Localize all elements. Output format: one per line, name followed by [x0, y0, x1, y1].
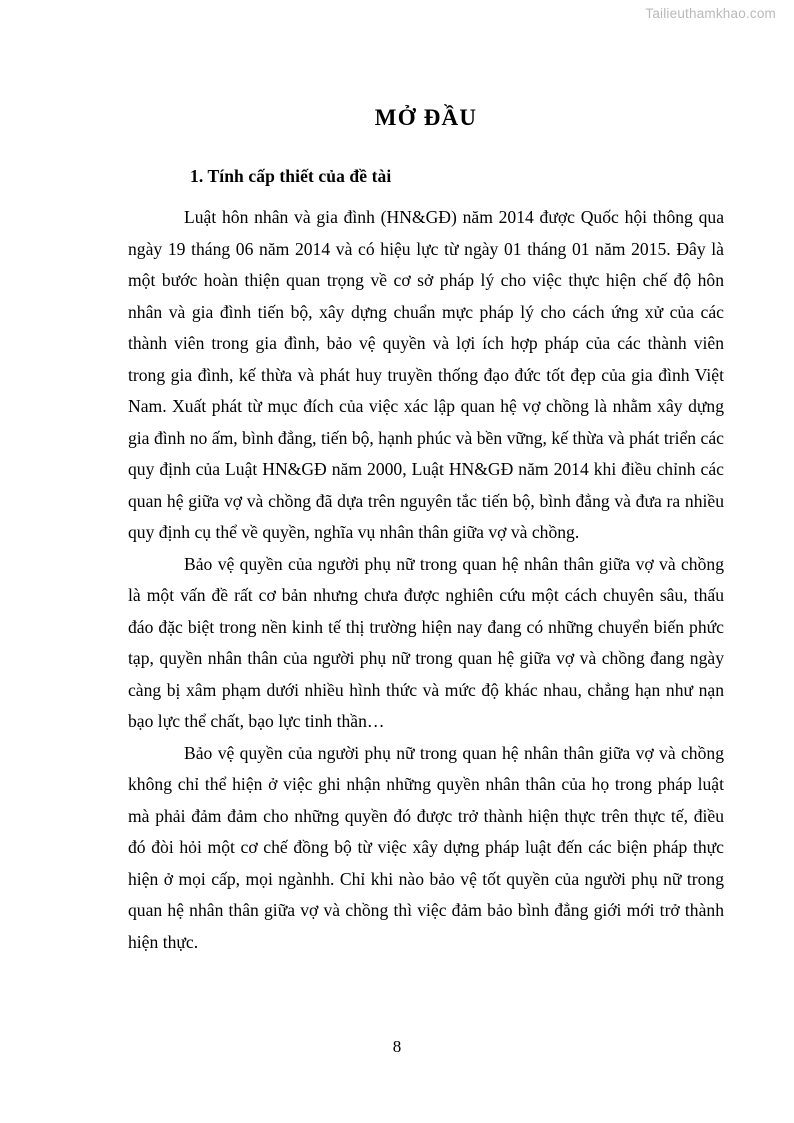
watermark-text: Tailieuthamkhao.com: [645, 6, 776, 21]
paragraph: Luật hôn nhân và gia đình (HN&GĐ) năm 2014 được Quốc hội thông qua ngày 19 tháng 06 năm 2014 và có hiệu lực từ ngày 01 tháng 01 năm 2015. Đây là một bước hoàn thiện quan trọng về cơ sở pháp lý cho việc thực hiện chế độ hôn nhân và gia đình tiến bộ, xây dựng chuẩn mực pháp lý cho cách ứng xử của các thành viên trong gia đình, bảo vệ quyền và lợi ích hợp pháp của các thành viên trong gia đình, kế thừa và phát huy truyền thống đạo đức tốt đẹp của gia đình Việt Nam. Xuất phát từ mục đích của việc xác lập quan hệ vợ chồng là nhằm xây dựng gia đình no ấm, bình đẳng, tiến bộ, hạnh phúc và bền vững, kế thừa và phát triển các quy định của Luật HN&GĐ năm 2000, Luật HN&GĐ năm 2014 khi điều chỉnh các quan hệ giữa vợ và chồng đã dựa trên nguyên tắc tiến bộ, bình đẳng và đưa ra nhiều quy định cụ thể về quyền, nghĩa vụ nhân thân giữa vợ và chồng.: [128, 207, 724, 542]
page-title: MỞ ĐẦU: [374, 105, 478, 130]
body-text: [128, 202, 724, 958]
section-heading: 1. Tính cấp thiết của đề tài: [190, 166, 392, 186]
paragraph: Bảo vệ quyền của người phụ nữ trong quan hệ nhân thân giữa vợ và chồng không chỉ thể hiện ở việc ghi nhận những quyền nhân thân của họ trong pháp luật mà phải đảm đảm cho những quyền đó được trở thành hiện thực trên thực tế, điều đó đòi hỏi một cơ chế đồng bộ từ việc xây dựng pháp luật đến các biện pháp thực hiện ở mọi cấp, mọi ngànhh. Chỉ khi nào bảo vệ tốt quyền của người phụ nữ trong quan hệ nhân thân giữa vợ và chồng thì việc đảm bảo bình đẳng giới mới trở thành hiện thực.: [128, 742, 724, 952]
page-number: 8: [392, 1037, 402, 1056]
paragraph: Bảo vệ quyền của người phụ nữ trong quan hệ nhân thân giữa vợ và chồng là một vấn đề rất cơ bản nhưng chưa được nghiên cứu một cách chuyên sâu, thấu đáo đặc biệt trong nền kinh tế thị trường hiện nay đang có những chuyển biến phức tạp, quyền nhân thân của người phụ nữ trong quan hệ giữa vợ và chồng đang ngày càng bị xâm phạm dưới nhiều hình thức và mức độ khác nhau, chẳng hạn như nạn bạo lực thể chất, bạo lực tinh thần…: [128, 553, 724, 731]
